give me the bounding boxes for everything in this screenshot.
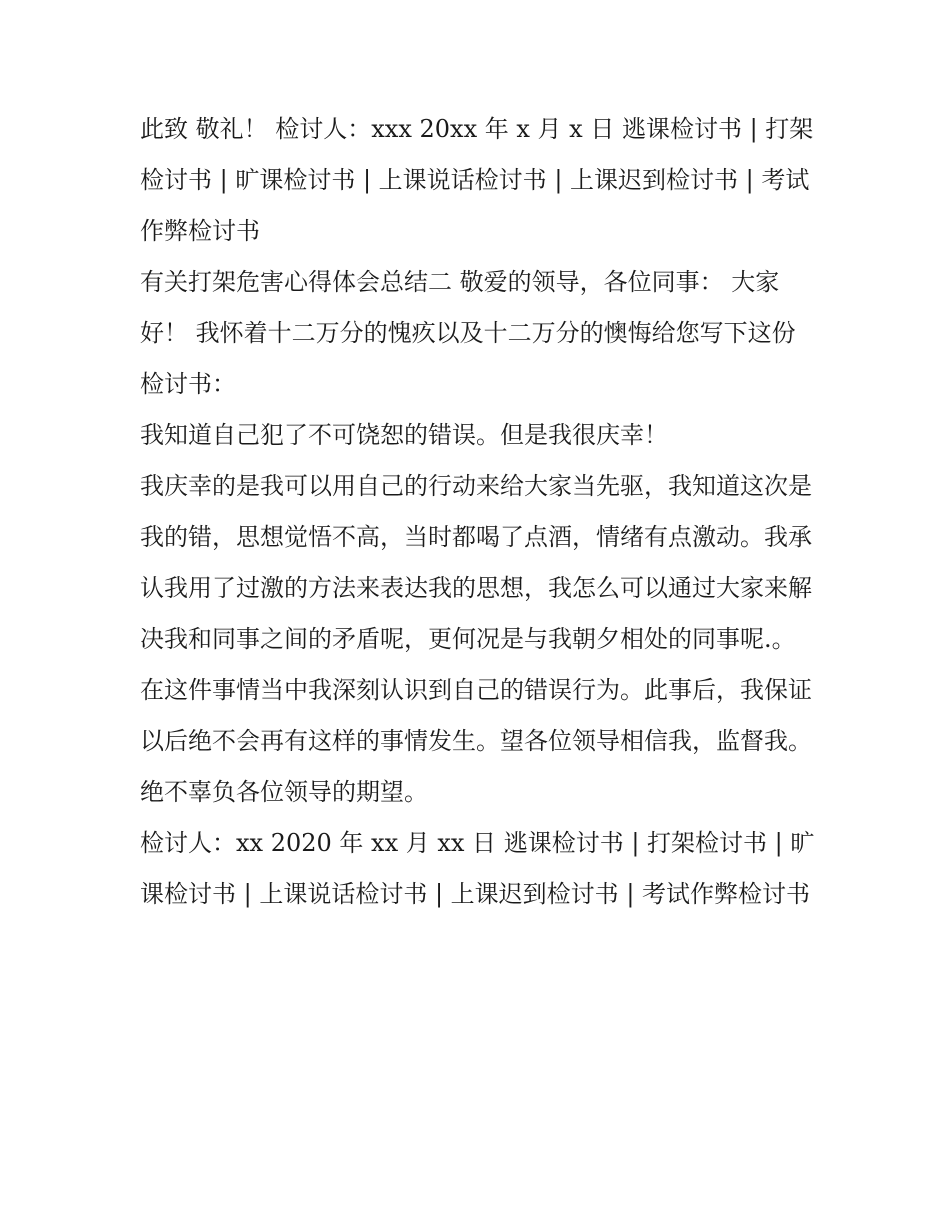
paragraph-admission: 我知道自己犯了不可饶恕的错误。但是我很庆幸！ [140, 421, 668, 449]
paragraph-signature: 检讨人：xx 2020 年 xx 月 xx 日 逃课检讨书 | 打架检讨书 | 旷课检讨书 | 上课说话检讨书 | 上课迟到检讨书 | 考试作弊检讨书 [140, 829, 815, 908]
document-body [140, 104, 816, 920]
paragraph-body: 我庆幸的是我可以用自己的行动来给大家当先驱，我知道这次是我的错，思想觉悟不高，当时都喝了点酒，情绪有点激动。我承认我用了过激的方法来表达我的思想，我怎么可以通过大家来解决我和同事之间的矛盾呢，更何况是与我朝夕相处的同事呢.。在这件事情当中我深刻认识到自己的错误行为。此事后，我保证以后绝不会再有这样的事情发生。望各位领导相信我，监督我。绝不辜负各位领导的期望。 [140, 472, 812, 806]
paragraph-greeting: 有关打架危害心得体会总结二 敬爱的领导，各位同事： 大家好！ 我怀着十二万分的愧疚以及十二万分的懊悔给您写下这份检讨书： [140, 268, 796, 398]
paragraph-closing: 此致 敬礼！ 检讨人：xxx 20xx 年 x 月 x 日 逃课检讨书 | 打架检讨书 | 旷课检讨书 | 上课说话检讨书 | 上课迟到检讨书 | 考试作弊检讨书 [140, 115, 814, 245]
